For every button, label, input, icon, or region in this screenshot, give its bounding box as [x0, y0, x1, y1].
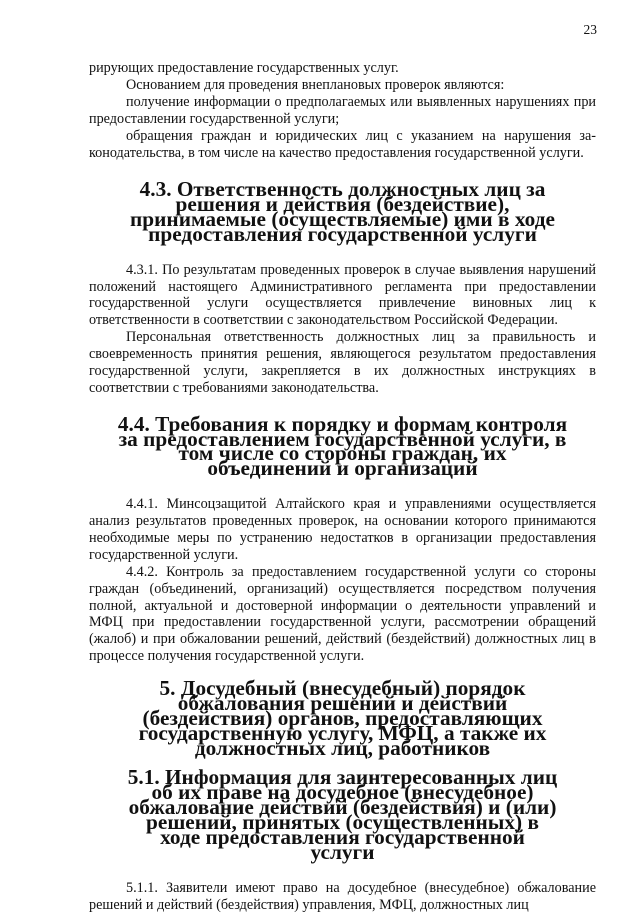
paragraph-personal-responsibility: Персональная ответственность должностных лиц за правильность и своевременность принятия решения, являющегося результатом предоставления государственной услуги, закрепляется в их должностных инструкциях в соответствии с требованиями законодательства. — [89, 329, 596, 396]
paragraph-4-4-2: 4.4.2. Контроль за предоставлением государственной услуги со стороны граждан (объединений, организаций) осуществляется посредством получения полной, актуальной и достоверной информации о деятельности управлений и МФЦ при предоставлении государственной услуги, рассмотрении обращений (жалоб) и при обжаловании решений, действий (бездействий) должностных лиц в процессе получения государственной услуги. — [89, 563, 596, 665]
paragraph-4-4-1: 4.4.1. Минсоцзащитой Алтайского края и управлениями осуществляется анализ результатов проведенных проверок, на основании которого принимаются необходимые меры по устранению недостатков в организации предоставления государственной услуги. — [89, 496, 596, 563]
paragraph-unscheduled-grounds: Основанием для проведения внеплановых проверок являются: — [126, 76, 505, 93]
paragraph-5-1-1: 5.1.1. Заявители имеют право на досудебное (внесудебное) обжалование решений и действий (бездействия) управления, МФЦ, должностных лиц — [89, 880, 596, 914]
paragraph-info-violations: получение информации о предполагаемых или выявленных нарушениях при предоставлении государственной услуги; — [89, 93, 596, 127]
section-heading-4-4: 4.4. Требования к порядку и формам контроля за предоставлением государственной услуги, в том числе со стороны граждан, их объединений и организаций — [117, 411, 568, 481]
document-body — [89, 60, 596, 914]
section-heading-5-1: 5.1. Информация для заинтересованных лиц об их праве на досудебное (внесудебное) обжалование действий (бездействия) и (или) решений, принятых (осуществленных) в ходе предоставления государственной услуги — [127, 765, 558, 865]
section-heading-4-3: 4.3. Ответственность должностных лиц за решения и действия (бездействие), принимаемые (осуществляемые) ими в ходе предоставления государственной услуги — [130, 177, 555, 246]
paragraph-4-3-1: 4.3.1. По результатам проведенных проверок в случае выявления нарушений положений настоящего Административного регламента при предоставлении государственной услуги осуществляется привлечение виновных лиц к ответственности в соответствии с законодательством Российской Федерации. — [89, 261, 596, 329]
page-number: 23 — [583, 22, 597, 37]
paragraph-continuation: рирующих предоставление государственных услуг. — [89, 60, 399, 76]
paragraph-citizen-appeals: обращения граждан и юридических лиц с указанием на нарушения законодательства, в том числе на качество предоставления государственной услуги. — [89, 127, 596, 161]
section-heading-5: 5. Досудебный (внесудебный) порядок обжалования решений и действий (бездействия) органов, предоставляющих государственную услугу, МФЦ, а также их должностных лиц, работников — [138, 676, 547, 761]
